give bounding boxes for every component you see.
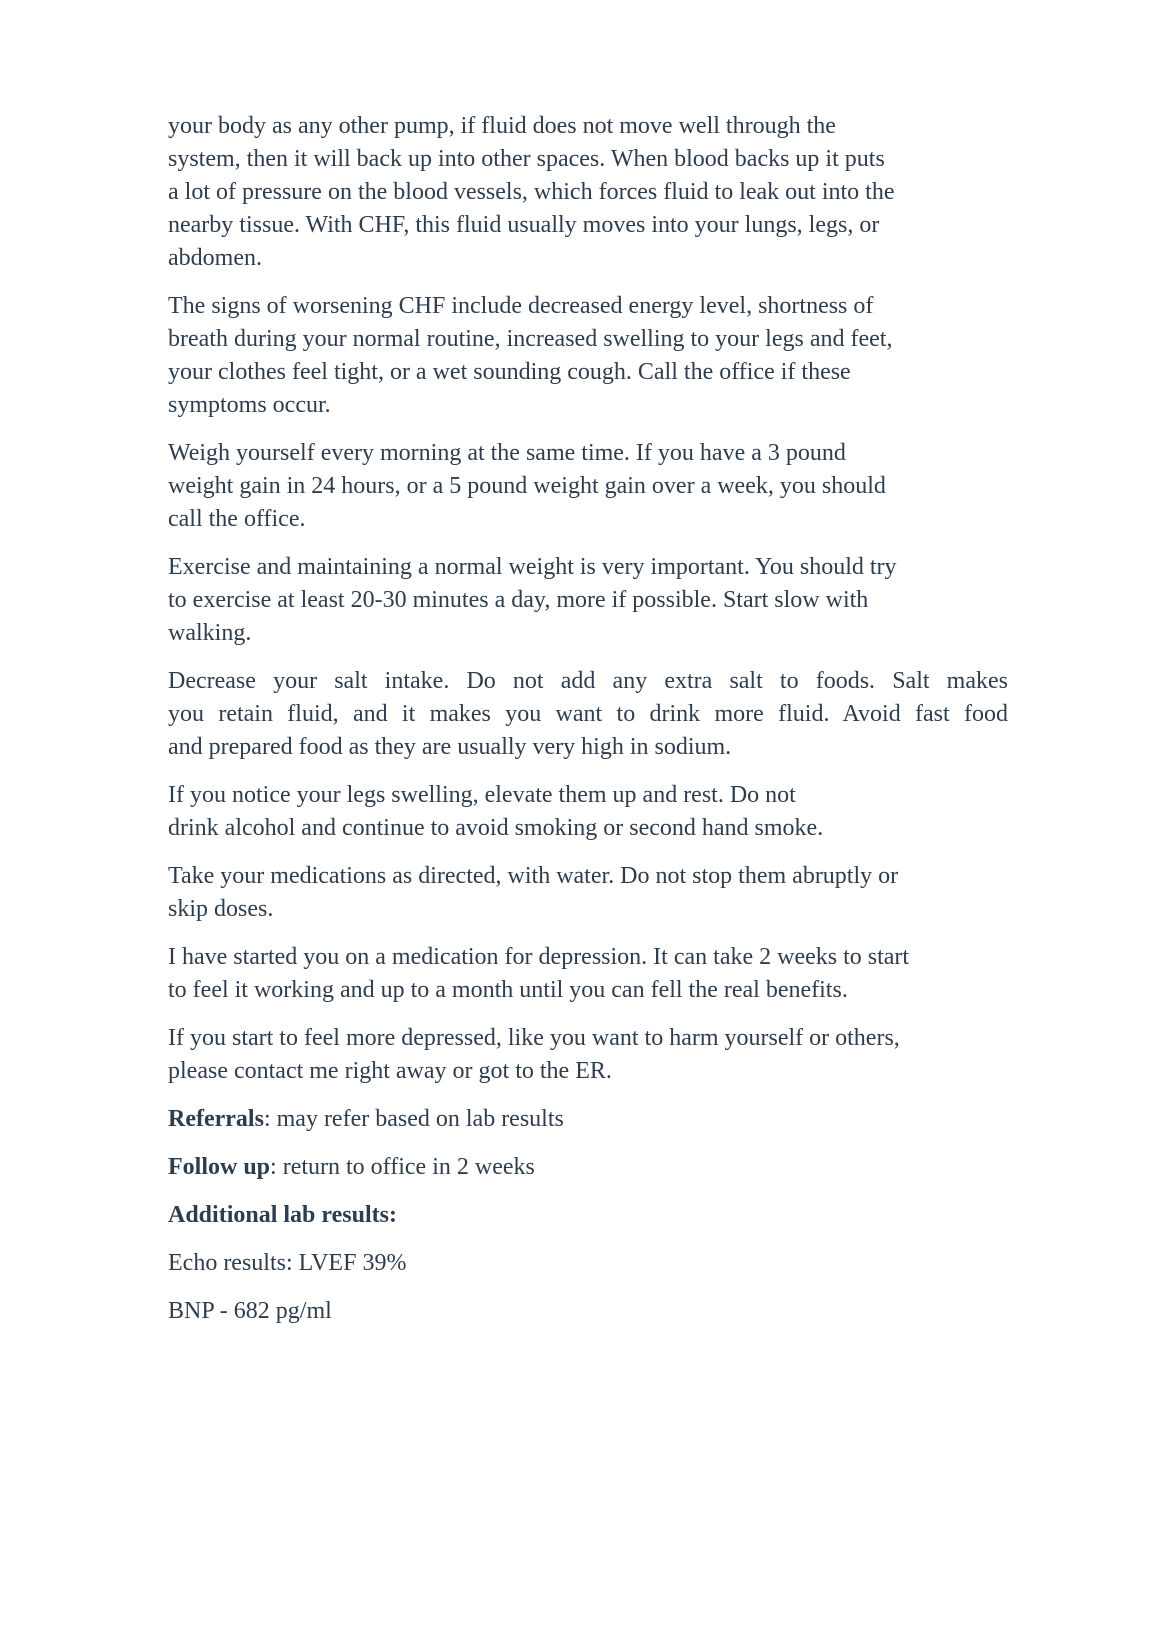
paragraph [168, 1247, 1008, 1280]
paragraph-line: skip doses. [168, 896, 274, 922]
labeled-paragraph [168, 1151, 1008, 1184]
paragraph-line: walking. [168, 620, 252, 646]
paragraph [168, 941, 1008, 1007]
paragraph-line: symptoms occur. [168, 392, 331, 418]
paragraph [168, 779, 1008, 845]
paragraph-line: your body as any other pump, if fluid does not move well through the [168, 113, 836, 139]
paragraph-label: Referrals [168, 1106, 264, 1132]
paragraph-line: Take your medications as directed, with water. Do not stop them abruptly or [168, 863, 899, 889]
paragraph-line: Exercise and maintaining a normal weight is very important. You should try [168, 554, 897, 580]
paragraph-line: Echo results: LVEF 39% [168, 1250, 407, 1276]
paragraph-line: BNP - 682 pg/ml [168, 1298, 332, 1324]
paragraph-line: please contact me right away or got to the ER. [168, 1058, 612, 1084]
paragraph-line: The signs of worsening CHF include decreased energy level, shortness of [168, 293, 874, 319]
paragraph-line: your clothes feel tight, or a wet sounding cough. Call the office if these [168, 359, 851, 385]
paragraph-line: and prepared food as they are usually very high in sodium. [168, 734, 732, 760]
labeled-paragraph [168, 1103, 1008, 1136]
paragraph-line: If you notice your legs swelling, elevate them up and rest. Do not [168, 782, 796, 808]
paragraph-line: I have started you on a medication for depression. It can take 2 weeks to start [168, 944, 910, 970]
paragraph [168, 437, 1008, 536]
paragraph-line: a lot of pressure on the blood vessels, which forces fluid to leak out into the [168, 179, 895, 205]
paragraph [168, 551, 1008, 650]
paragraph-line: breath during your normal routine, increased swelling to your legs and feet, [168, 326, 893, 352]
paragraph-line: you retain fluid, and it makes you want to drink more fluid. Avoid fast food [168, 701, 1008, 727]
paragraph-line: weight gain in 24 hours, or a 5 pound weight gain over a week, you should [168, 473, 886, 499]
paragraph-line: to exercise at least 20-30 minutes a day, more if possible. Start slow with [168, 587, 869, 613]
paragraph [168, 110, 1008, 275]
paragraph [168, 1295, 1008, 1328]
paragraph-line: to feel it working and up to a month until you can fell the real benefits. [168, 977, 848, 1003]
paragraph-label: Follow up [168, 1154, 271, 1180]
paragraph [168, 665, 1008, 764]
paragraph-text: : return to office in 2 weeks [270, 1154, 535, 1180]
paragraph [168, 1022, 1008, 1088]
paragraph [168, 860, 1008, 926]
paragraph-line: Weigh yourself every morning at the same time. If you have a 3 pound [168, 440, 846, 466]
paragraph-line: drink alcohol and continue to avoid smoking or second hand smoke. [168, 815, 824, 841]
paragraph-line: system, then it will back up into other spaces. When blood backs up it puts [168, 146, 885, 172]
section-heading: Additional lab results: [168, 1202, 397, 1228]
paragraph-line: call the office. [168, 506, 306, 532]
paragraph-text: : may refer based on lab results [263, 1106, 564, 1132]
paragraph [168, 290, 1008, 422]
paragraph-line: If you start to feel more depressed, like you want to harm yourself or others, [168, 1025, 900, 1051]
paragraph-line: Decrease your salt intake. Do not add any extra salt to foods. Salt makes [168, 668, 1008, 694]
paragraph-line: nearby tissue. With CHF, this fluid usually moves into your lungs, legs, or [168, 212, 880, 238]
document-body [168, 110, 1008, 1343]
paragraph-line: abdomen. [168, 245, 262, 271]
